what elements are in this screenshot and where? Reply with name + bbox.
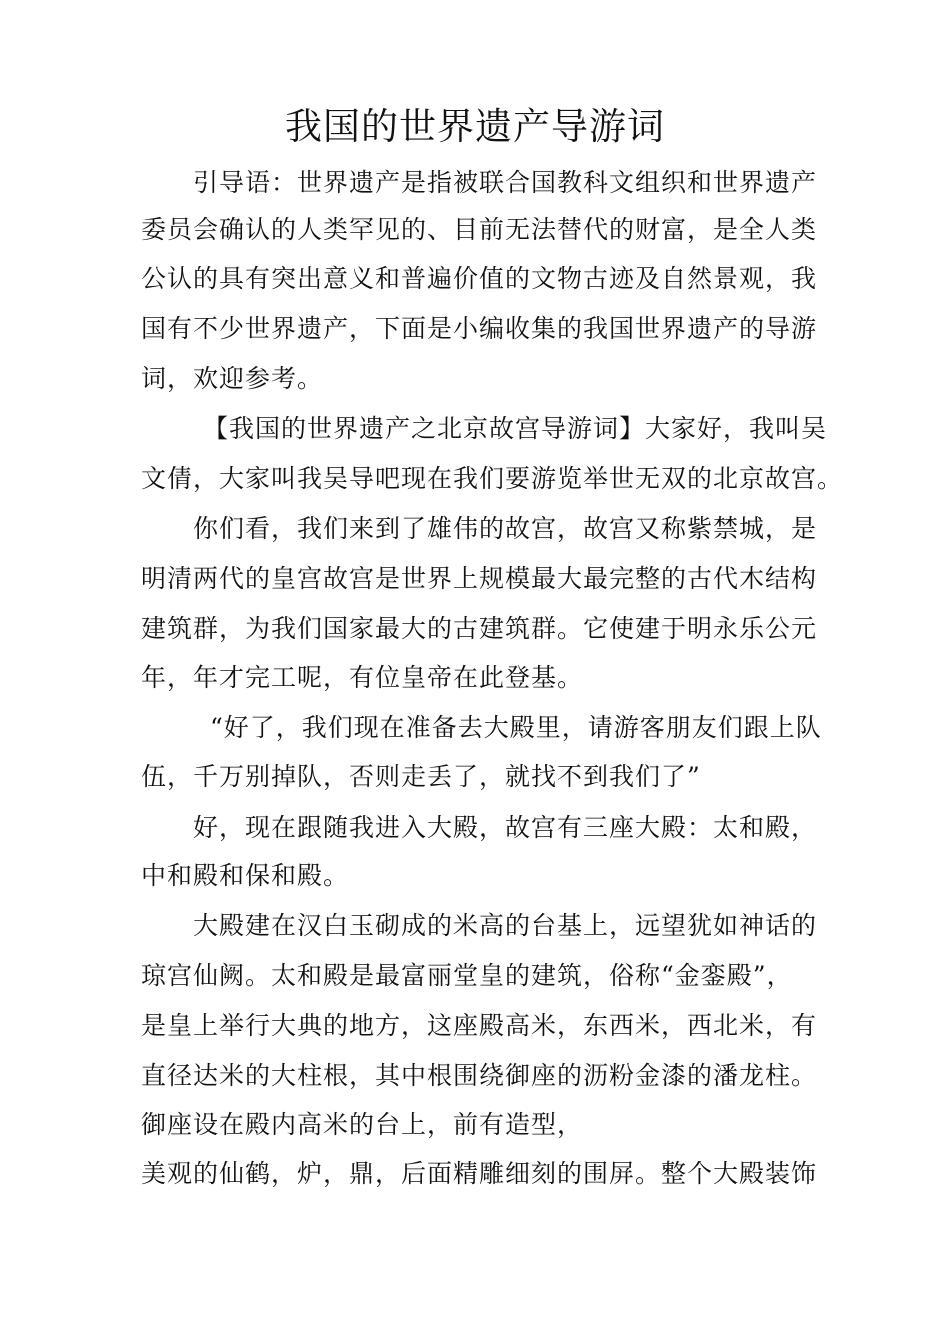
paragraph-line: 琼宫仙阙。太和殿是最富丽堂皇的建筑，俗称“金銮殿”，	[141, 961, 793, 990]
paragraph-line: 大殿建在汉白玉砌成的米高的台基上，远望犹如神话的	[193, 911, 818, 940]
paragraph-line: 明清两代的皇宫故宫是世界上规模最大最完整的古代木结构	[141, 564, 818, 593]
paragraph-line: “好了，我们现在准备去大殿里，请游客朋友们跟上队	[210, 713, 822, 742]
paragraph-line: 美观的仙鹤，炉，鼎，后面精雕细刻的围屏。整个大殿装饰	[141, 1159, 818, 1188]
paragraph-line: 【我国的世界遗产之北京故宫导游词】大家好，我叫吴	[203, 414, 828, 443]
document-title: 我国的世界遗产导游词	[285, 105, 665, 148]
paragraph-line: 国有不少世界遗产，下面是小编收集的我国世界遗产的导游	[141, 314, 818, 343]
paragraph-line: 公认的具有突出意义和普遍价值的文物古迹及自然景观，我	[141, 264, 818, 293]
paragraph-line: 御座设在殿内高米的台上，前有造型，	[141, 1110, 584, 1139]
paragraph-line: 词，欢迎参考。	[141, 364, 324, 393]
paragraph-line: 年，年才完工呢，有位皇帝在此登基。	[141, 663, 584, 692]
paragraph-line: 伍，千万别掉队，否则走丢了，就找不到我们了”	[141, 762, 701, 791]
paragraph-line: 中和殿和保和殿。	[141, 861, 350, 890]
paragraph-line: 引导语：世界遗产是指被联合国教科文组织和世界遗产	[193, 168, 818, 197]
paragraph-line: 直径达米的大柱根，其中根围绕御座的沥粉金漆的潘龙柱。	[141, 1061, 818, 1090]
paragraph-line: 好，现在跟随我进入大殿，故宫有三座大殿：太和殿，	[193, 813, 818, 842]
paragraph-line: 是皇上举行大典的地方，这座殿高米，东西米，西北米，有	[141, 1011, 818, 1040]
paragraph-line: 文倩，大家叫我吴导吧现在我们要游览举世无双的北京故宫。	[141, 464, 844, 493]
paragraph-line: 你们看，我们来到了雄伟的故宫，故宫又称紫禁城，是	[193, 514, 818, 543]
paragraph-line: 委员会确认的人类罕见的、目前无法替代的财富，是全人类	[141, 215, 818, 244]
paragraph-line: 建筑群，为我们国家最大的古建筑群。它使建于明永乐公元	[141, 614, 818, 643]
